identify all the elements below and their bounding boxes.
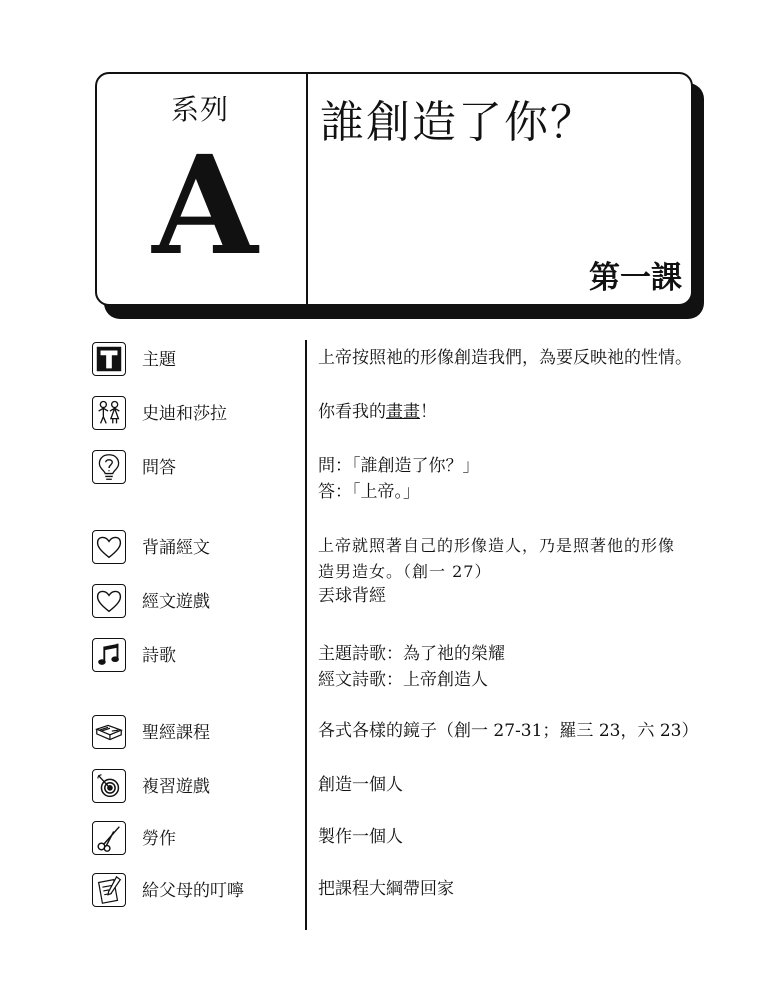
description-line: 製作一個人 xyxy=(318,827,403,847)
row-description xyxy=(318,399,437,425)
row-description xyxy=(318,641,505,693)
column-divider xyxy=(305,340,307,930)
row-label: 詩歌 xyxy=(142,646,176,666)
music-note-icon xyxy=(92,638,126,672)
row-description xyxy=(318,772,403,798)
row-label: 複習遊戲 xyxy=(142,777,210,797)
underlined-word: 畫畫 xyxy=(386,402,420,422)
series-letter: A xyxy=(152,126,258,286)
description-line: 答：「上帝。」 xyxy=(318,482,420,502)
row-label: 主題 xyxy=(142,350,176,370)
description-line: 上帝就照著自己的形像造人，乃是照著他的形像 xyxy=(318,536,676,555)
row-description xyxy=(318,453,480,505)
heart-icon xyxy=(92,530,126,564)
open-bible-icon xyxy=(92,715,126,749)
row-label: 背誦經文 xyxy=(142,538,210,558)
description-line: 創造一個人 xyxy=(318,775,403,795)
description-line: 你看我的畫畫！ xyxy=(318,402,437,422)
series-label: 系列 xyxy=(170,93,229,126)
description-line: 問：「誰創造了你？」 xyxy=(318,456,480,476)
row-description xyxy=(318,718,698,744)
description-line: 各式各樣的鏡子（創一 27-31；羅三 23，六 23） xyxy=(318,721,699,741)
description-line: 造男造女。（創一 27） xyxy=(318,562,492,581)
target-icon xyxy=(92,769,126,803)
row-description xyxy=(318,345,692,371)
lesson-title: 誰創造了你？ xyxy=(320,97,596,148)
row-description xyxy=(318,533,675,585)
description-line: 把課程大綱帶回家 xyxy=(318,879,454,899)
description-line: 上帝按照祂的形像創造我們，為要反映祂的性情。 xyxy=(318,348,692,368)
row-description xyxy=(318,876,454,902)
description-line: 丟球背經 xyxy=(318,586,386,606)
row-label: 史迪和莎拉 xyxy=(142,404,227,424)
row-label: 聖經課程 xyxy=(142,723,210,743)
row-label: 勞作 xyxy=(142,829,176,849)
two-children-icon xyxy=(92,396,126,430)
row-label: 給父母的叮嚀 xyxy=(142,881,244,901)
lesson-number: 第一課 xyxy=(589,260,682,296)
note-pencil-icon xyxy=(92,873,126,907)
question-bulb-icon xyxy=(92,450,126,484)
heart-icon xyxy=(92,584,126,618)
row-label: 問答 xyxy=(142,458,176,478)
scissors-icon xyxy=(92,821,126,855)
header-divider xyxy=(306,72,308,306)
row-label: 經文遊戲 xyxy=(142,592,210,612)
description-line: 主題詩歌：為了祂的榮耀 xyxy=(318,644,505,664)
description-line: 經文詩歌：上帝創造人 xyxy=(318,670,488,690)
row-description xyxy=(318,583,386,609)
row-description xyxy=(318,824,403,850)
t-letter-icon xyxy=(92,342,126,376)
